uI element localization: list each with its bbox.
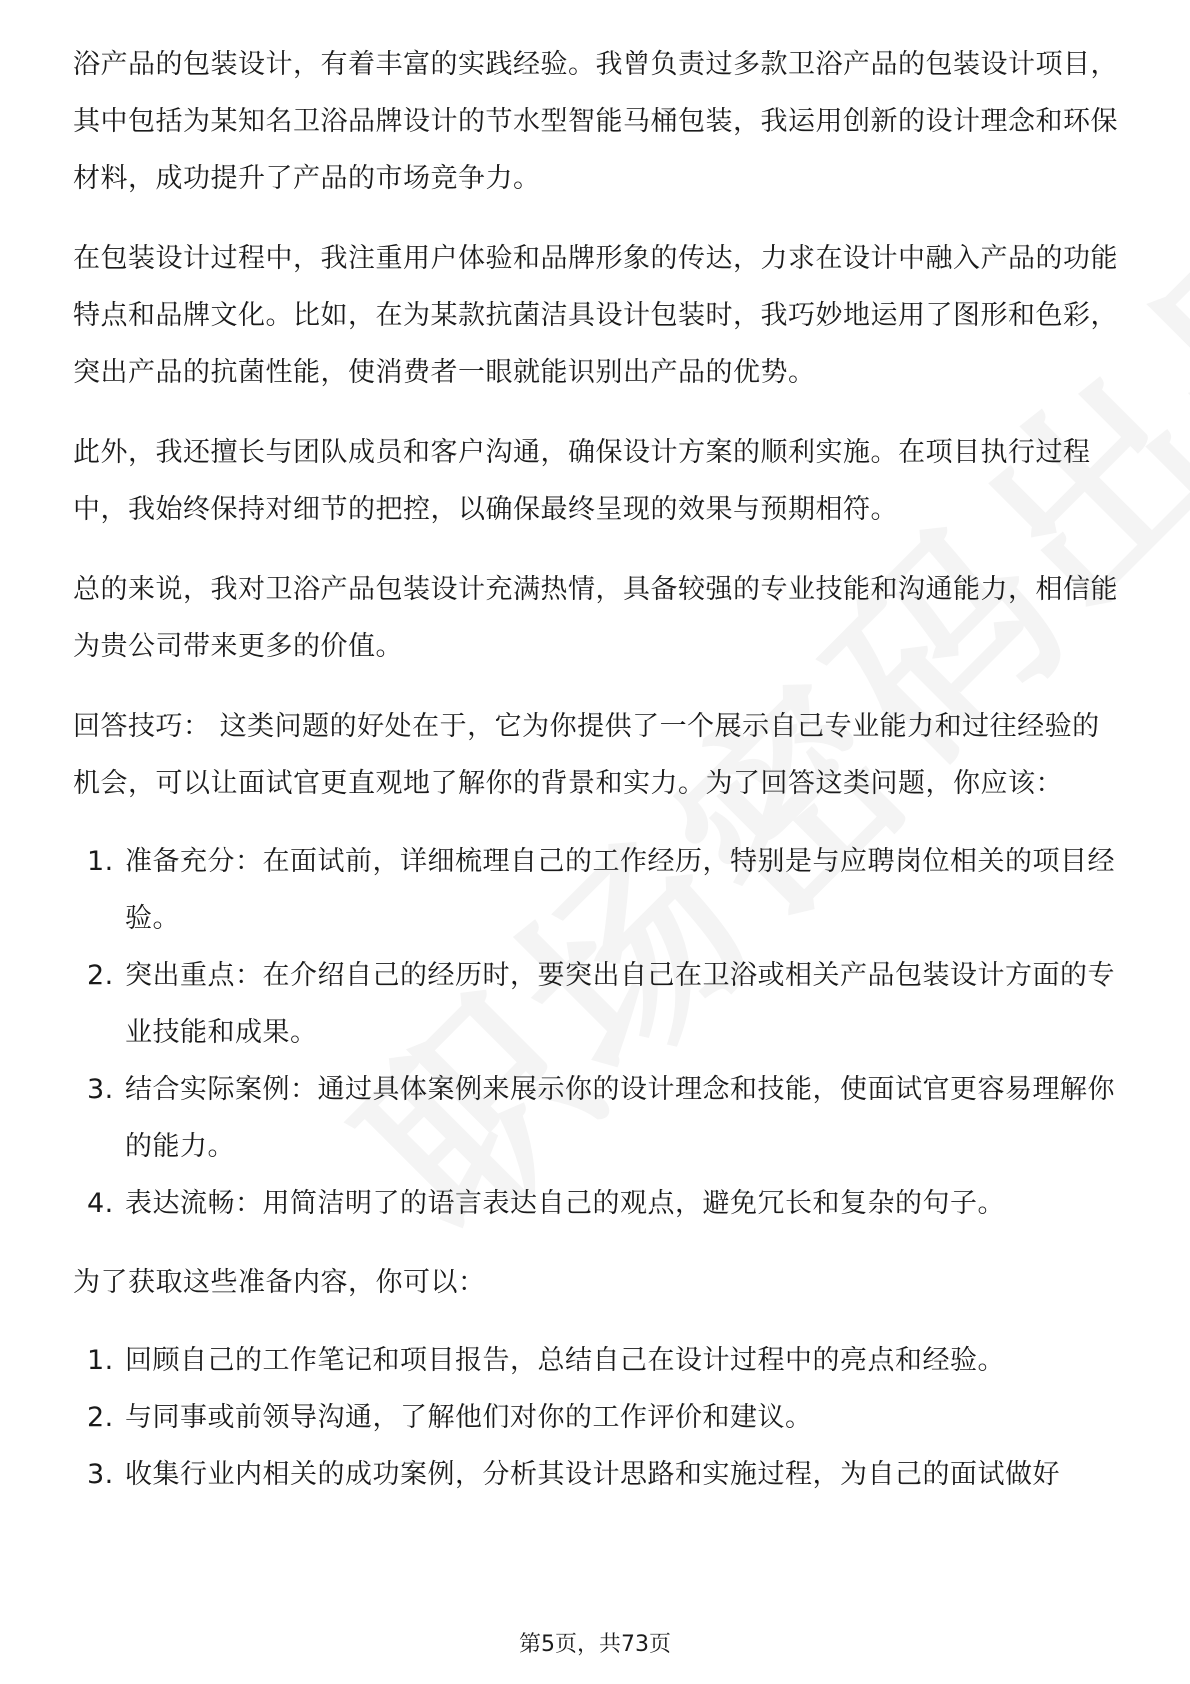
list-number: 3. xyxy=(87,1074,114,1105)
list-item-text: 准备充分：在面试前，详细梳理自己的工作经历，特别是与应聘岗位相关的项目经验。 xyxy=(125,846,1115,934)
page-number-footer: 第5页，共73页 xyxy=(519,1632,671,1657)
list-item xyxy=(73,833,1123,947)
list-item xyxy=(73,1332,1123,1389)
paragraph-communication: 此外，我还擅长与团队成员和客户沟通，确保设计方案的顺利实施。在项目执行过程中，我始终保持对细节的把控，以确保最终呈现的效果与预期相符。 xyxy=(73,437,1091,525)
list-item-text: 回顾自己的工作笔记和项目报告，总结自己在设计过程中的亮点和经验。 xyxy=(125,1345,1005,1376)
list-item-text: 表达流畅：用简洁明了的语言表达自己的观点，避免冗长和复杂的句子。 xyxy=(125,1188,1005,1219)
paragraph-design-process: 在包装设计过程中，我注重用户体验和品牌形象的传达，力求在设计中融入产品的功能特点和品牌文化。比如，在为某款抗菌洁具设计包装时，我巧妙地运用了图形和色彩，突出产品的抗菌性能，使消费者一眼就能识别出产品的优势。 xyxy=(73,243,1118,388)
list-number: 1. xyxy=(87,1345,114,1376)
document-body xyxy=(73,36,1123,1525)
list-item-text: 突出重点：在介绍自己的经历时，要突出自己在卫浴或相关产品包装设计方面的专业技能和成果。 xyxy=(125,960,1115,1048)
list-item xyxy=(73,1389,1123,1446)
paragraph-answer-tips: 回答技巧： 这类问题的好处在于，它为你提供了一个展示自己专业能力和过往经验的机会，可以让面试官更直观地了解你的背景和实力。为了回答这类问题，你应该： xyxy=(73,711,1100,799)
prep-list xyxy=(73,1332,1123,1503)
list-number: 3. xyxy=(87,1459,114,1490)
paragraph-summary: 总的来说，我对卫浴产品包装设计充满热情，具备较强的专业技能和沟通能力，相信能为贵公司带来更多的价值。 xyxy=(73,574,1118,662)
paragraph-experience: 浴产品的包装设计，有着丰富的实践经验。我曾负责过多款卫浴产品的包装设计项目，其中包括为某知名卫浴品牌设计的节水型智能马桶包装，我运用创新的设计理念和环保材料，成功提升了产品的市场竞争力。 xyxy=(73,49,1118,194)
list-number: 2. xyxy=(87,1402,114,1433)
tips-list xyxy=(73,833,1123,1232)
list-item-text: 收集行业内相关的成功案例，分析其设计思路和实施过程，为自己的面试做好 xyxy=(125,1459,1060,1490)
list-number: 1. xyxy=(87,846,114,877)
list-item xyxy=(73,1061,1123,1175)
paragraph-prep-intro: 为了获取这些准备内容，你可以： xyxy=(73,1267,486,1298)
list-item-text: 结合实际案例：通过具体案例来展示你的设计理念和技能，使面试官更容易理解你的能力。 xyxy=(125,1074,1115,1162)
list-item xyxy=(73,947,1123,1061)
list-number: 4. xyxy=(87,1188,114,1219)
list-item xyxy=(73,1446,1123,1503)
list-item-text: 与同事或前领导沟通，了解他们对你的工作评价和建议。 xyxy=(125,1402,813,1433)
list-number: 2. xyxy=(87,960,114,991)
list-item xyxy=(73,1175,1123,1232)
